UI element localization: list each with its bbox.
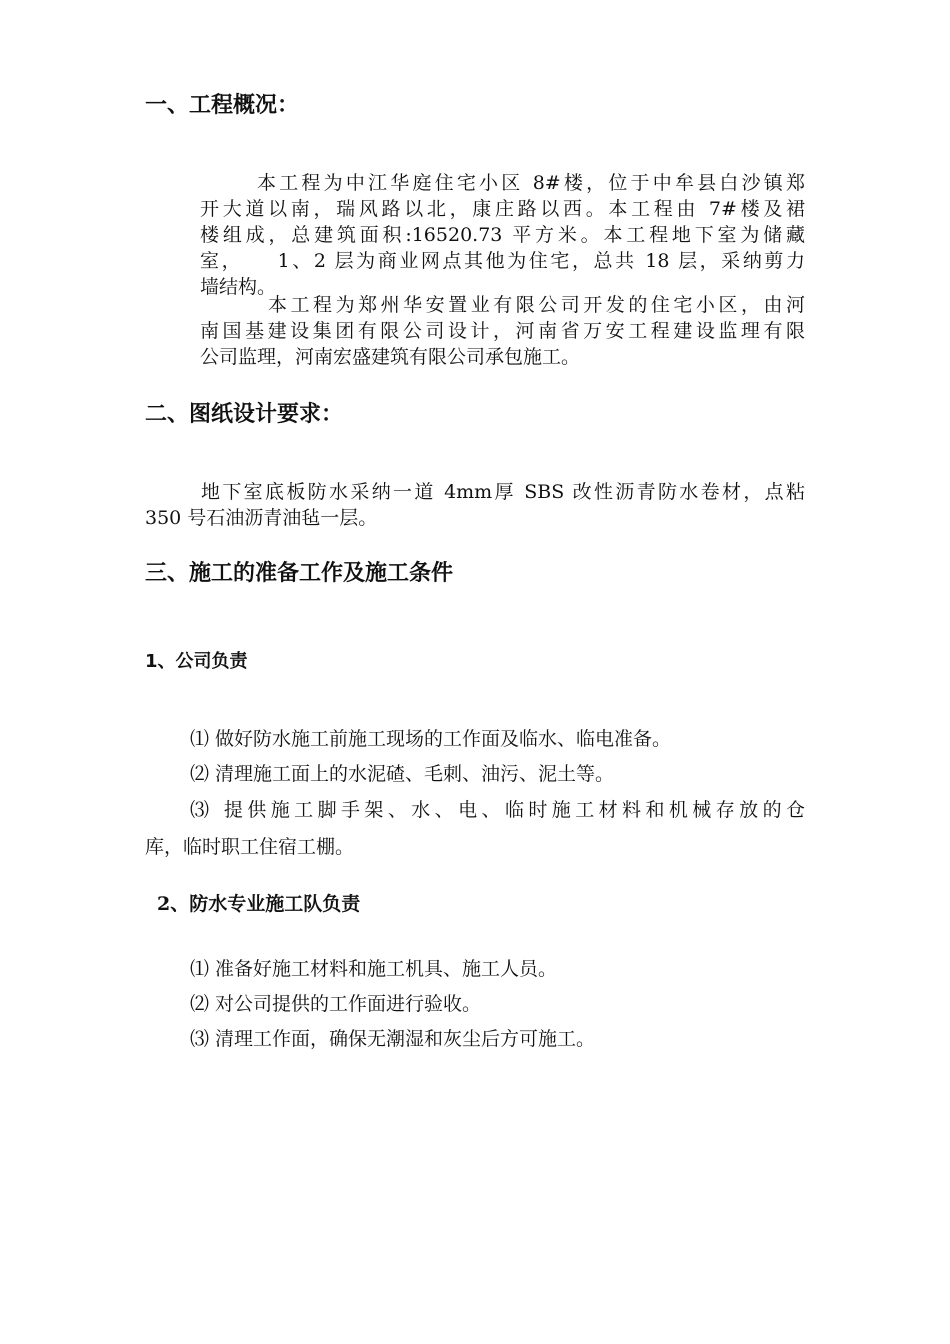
text-line: 库，临时职工住宿工棚。	[145, 836, 355, 858]
overview-paragraph-1	[200, 170, 805, 300]
list-item: ⑴ 准备好施工材料和施工机具、施工人员。	[190, 958, 558, 980]
text-line: 350 号石油沥青油毡一层。	[145, 507, 378, 529]
text-line: 开大道以南，瑞风路以北，康庄路以西。本工程由 7#楼及裙	[200, 198, 805, 220]
subsection-heading-waterproof-team: 2、防水专业施工队负责	[157, 893, 361, 915]
overview-paragraph-2	[200, 292, 805, 370]
text-line: 本工程为中江华庭住宅小区 8#楼，位于中牟县白沙镇郑	[257, 172, 805, 194]
text-line: 本工程为郑州华安置业有限公司开发的住宅小区，由河	[268, 294, 805, 316]
section-heading-overview: 一、工程概况：	[145, 93, 300, 118]
text-line: ⑶ 提供施工脚手架、水、电、临时施工材料和机械存放的仓	[190, 799, 805, 821]
text-line: 公司监理，河南宏盛建筑有限公司承包施工。	[200, 346, 581, 368]
design-requirements-paragraph	[145, 479, 805, 531]
text-line: 室， 1、2 层为商业网点其他为住宅，总共 18 层，采纳剪力	[200, 250, 805, 272]
list-item: ⑴ 做好防水施工前施工现场的工作面及临水、临电准备。	[190, 728, 672, 750]
list-item: ⑵ 对公司提供的工作面进行验收。	[190, 993, 482, 1015]
section-heading-design-requirements: 二、图纸设计要求：	[145, 402, 344, 427]
section-heading-preparation: 三、施工的准备工作及施工条件	[145, 561, 454, 586]
list-item: ⑶ 清理工作面，确保无潮湿和灰尘后方可施工。	[190, 1028, 596, 1050]
text-line: 楼组成，总建筑面积:16520.73 平方米。本工程地下室为储藏	[200, 224, 805, 246]
text-line: 南国基建设集团有限公司设计，河南省万安工程建设监理有限	[200, 320, 805, 342]
text-line: 地下室底板防水采纳一道 4mm厚 SBS 改性沥青防水卷材，点粘	[201, 481, 805, 503]
subsection-heading-company: 1、公司负责	[145, 651, 248, 672]
text-line: 墙结构。	[200, 276, 277, 298]
list-item: ⑵ 清理施工面上的水泥碴、毛刺、油污、泥土等。	[190, 763, 615, 785]
list-item-multiline	[145, 792, 805, 866]
